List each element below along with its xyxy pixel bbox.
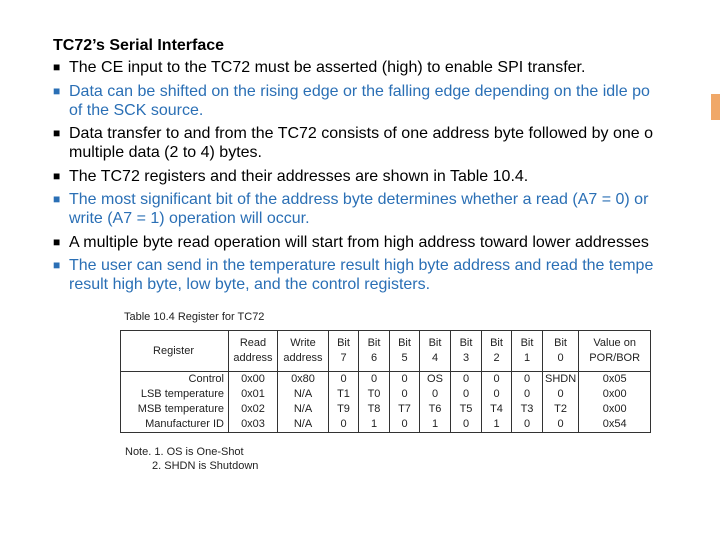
register-table	[120, 330, 651, 433]
write-addresses: 0x80 N/A N/A N/A	[278, 372, 329, 433]
bullet-item	[53, 124, 720, 162]
bullet-text: A multiple byte read operation will start from high address toward lower addresses	[69, 233, 649, 251]
header-bit-2: Bit 2	[482, 331, 512, 372]
bullet-item	[53, 256, 720, 294]
bullet-list	[53, 58, 720, 299]
table-note-1: Note. 1. OS is One-Shot	[125, 446, 244, 458]
header-bit-3: Bit 3	[451, 331, 482, 372]
table-caption: Table 10.4 Register for TC72	[124, 311, 265, 323]
register-names: Control LSB temperature MSB temperature Manufacturer ID	[121, 372, 229, 433]
header-register: Register	[121, 331, 229, 372]
square-bullet-icon: ■	[53, 192, 61, 206]
bit-7-values: 0 T1 T9 0	[329, 372, 359, 433]
bullet-item	[53, 190, 720, 228]
bullet-text: The most significant bit of the address byte determines whether a read (A7 = 0) or write (A7 = 1) operation will occur.	[69, 191, 649, 227]
bullet-text: Data transfer to and from the TC72 consists of one address byte followed by one o multiple data (2 to 4) bytes.	[69, 125, 654, 161]
header-bit-1: Bit 1	[512, 331, 543, 372]
table-header-row	[121, 331, 651, 372]
square-bullet-icon: ■	[53, 126, 61, 140]
bullet-text: The CE input to the TC72 must be asserted (high) to enable SPI transfer.	[69, 59, 586, 76]
bit-3-values: 0 0 T5 0	[451, 372, 482, 433]
header-bit-6: Bit 6	[359, 331, 390, 372]
header-value-on-por-bor: Value on POR/BOR	[579, 331, 651, 372]
header-write-address: Write address	[278, 331, 329, 372]
table-note-2: 2. SHDN is Shutdown	[152, 460, 259, 472]
square-bullet-icon: ■	[53, 168, 61, 183]
bullet-text: The TC72 registers and their addresses are shown in Table 10.4.	[69, 167, 529, 185]
bit-4-values: OS 0 T6 1	[420, 372, 451, 433]
read-addresses: 0x00 0x01 0x02 0x03	[229, 372, 278, 433]
square-bullet-icon: ■	[53, 83, 61, 98]
bullet-item	[53, 233, 720, 252]
bit-6-values: 0 T0 T8 1	[359, 372, 390, 433]
header-read-address: Read address	[229, 331, 278, 372]
header-bit-7: Bit 7	[329, 331, 359, 372]
bit-0-values: SHDN 0 T2 0	[543, 372, 579, 433]
table-body-row	[121, 372, 651, 433]
bullet-text: The user can send in the temperature result high byte address and read the tempe result high byte, low byte, and the control registers.	[69, 257, 654, 293]
bullet-text: Data can be shifted on the rising edge or the falling edge depending on the idle po of the SCK source.	[69, 82, 650, 119]
por-bor-values: 0x05 0x00 0x00 0x54	[579, 372, 651, 433]
square-bullet-icon: ■	[53, 234, 61, 249]
header-bit-0: Bit 0	[543, 331, 579, 372]
bullet-item	[53, 167, 720, 186]
header-bit-5: Bit 5	[390, 331, 420, 372]
bullet-item	[53, 58, 720, 77]
bullet-item	[53, 82, 720, 120]
header-bit-4: Bit 4	[420, 331, 451, 372]
square-bullet-icon: ■	[53, 258, 61, 272]
slide-title: TC72’s Serial Interface	[53, 37, 225, 54]
bit-2-values: 0 0 T4 1	[482, 372, 512, 433]
square-bullet-icon: ■	[53, 60, 61, 74]
bit-1-values: 0 0 T3 0	[512, 372, 543, 433]
bit-5-values: 0 0 T7 0	[390, 372, 420, 433]
